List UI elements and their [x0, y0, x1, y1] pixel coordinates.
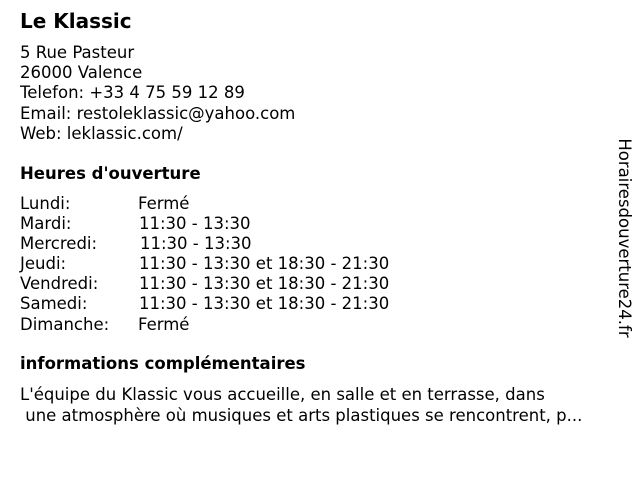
day-label: Vendredi:	[20, 274, 99, 294]
time-value: Fermé	[138, 314, 190, 334]
time-value: 11:30 - 13:30	[139, 214, 251, 234]
day-label: Mardi:	[20, 214, 72, 234]
address-line-street: 5 Rue Pasteur	[20, 43, 135, 62]
phone-text: Telefon: +33 4 75 59 12 89	[20, 83, 245, 103]
email-text: Email: restoleklassic@yahoo.com	[20, 103, 296, 123]
info-description	[20, 385, 582, 426]
web-text: Web: leklassic.com/	[20, 123, 183, 143]
contact-block	[20, 43, 295, 144]
day-label: Jeudi:	[20, 254, 67, 274]
time-value: 11:30 - 13:30	[140, 234, 252, 254]
info-line-2: une atmosphère où musiques et arts plastiques se rencontrent, p...	[20, 405, 583, 425]
info-line-1: L'équipe du Klassic vous accueille, en salle et en terrasse, dans	[20, 385, 545, 404]
time-value: 11:30 - 13:30 et 18:30 - 21:30	[139, 274, 390, 294]
day-label: Lundi:	[20, 194, 71, 213]
info-heading: informations complémentaires	[20, 354, 306, 373]
time-value: Fermé	[138, 194, 190, 213]
site-watermark: Horairesdouverture24.fr	[615, 138, 634, 338]
day-label: Samedi:	[20, 294, 88, 314]
day-label: Dimanche:	[20, 314, 110, 334]
address-line-city: 26000 Valence	[20, 63, 143, 83]
time-value: 11:30 - 13:30 et 18:30 - 21:30	[139, 254, 390, 274]
business-name: Le Klassic	[20, 9, 132, 33]
hours-heading: Heures d'ouverture	[20, 164, 201, 183]
time-value: 11:30 - 13:30 et 18:30 - 21:30	[139, 294, 390, 314]
day-label: Mercredi:	[20, 234, 98, 254]
